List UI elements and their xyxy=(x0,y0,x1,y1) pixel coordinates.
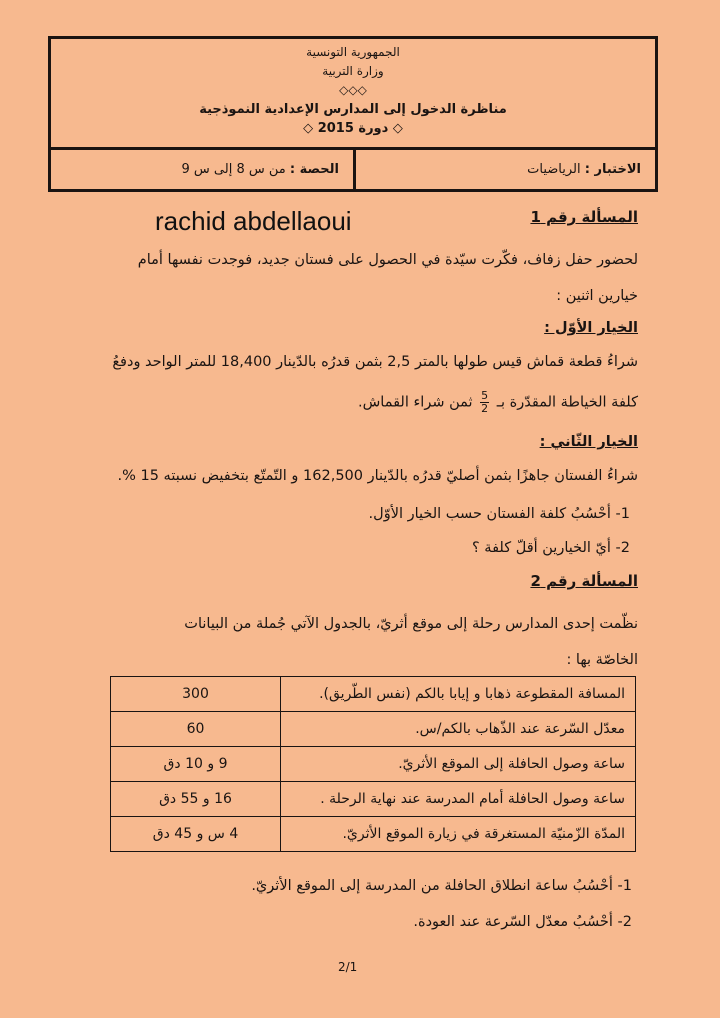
header-info-row xyxy=(51,150,655,189)
table-row xyxy=(111,712,636,747)
republic-label: الجمهورية التونسية xyxy=(306,45,400,59)
exam-title: مناظرة الدخول إلى المدارس الإعدادية النموذجية xyxy=(199,102,507,117)
option1-line2b: ثمن شراء القماش. xyxy=(357,394,473,411)
fraction-denominator: 2 xyxy=(481,402,489,415)
row-label: ساعة وصول الحافلة أمام المدرسة عند نهاية الرحلة . xyxy=(281,782,636,817)
fraction-numerator: 5 xyxy=(481,389,489,402)
problem2-intro-line1: نظّمت إحدى المدارس رحلة إلى موقع أثريّ، بالجدول الآتي جُملة من البيانات xyxy=(184,616,638,632)
row-value: 16 و 55 دق xyxy=(111,782,281,817)
row-label: المدّة الزّمنيّة المستغرقة في زيارة الموقع الأثريّ. xyxy=(281,817,636,852)
row-value: 300 xyxy=(111,677,281,712)
option1-line2a: كلفة الخياطة المقدّرة بـ xyxy=(496,394,638,411)
header-box xyxy=(48,36,658,192)
row-label: معدّل السّرعة عند الذّهاب بالكم/س. xyxy=(281,712,636,747)
problem1-question1: 1- أحْسُبُ كلفة الفستان حسب الخيار الأوّل. xyxy=(368,506,630,522)
exam-label: الاختبار : xyxy=(584,162,641,177)
row-label: ساعة وصول الحافلة إلى الموقع الأثريّ. xyxy=(281,747,636,782)
option1-line2 xyxy=(358,390,638,415)
problem2-question2: 2- أحْسُبُ معدّل السّرعة عند العودة. xyxy=(413,914,632,930)
problem1-title: المسألة رقم 1 xyxy=(530,208,638,226)
table-row xyxy=(111,817,636,852)
problem1-intro-line2: خيارين اثنين : xyxy=(556,288,638,304)
session-label: الحصة : xyxy=(289,162,339,177)
trip-data-table xyxy=(110,676,636,852)
exam-subject-cell xyxy=(353,150,655,189)
session-value: من س 8 إلى س 9 xyxy=(181,162,286,177)
row-value: 60 xyxy=(111,712,281,747)
problem2-title: المسألة رقم 2 xyxy=(530,572,638,590)
table-row xyxy=(111,782,636,817)
session-year: ◇ دورة 2015 ◇ xyxy=(303,121,403,136)
row-value: 9 و 10 دق xyxy=(111,747,281,782)
option1-line1: شراءُ قطعة قماش قيس طولها بالمتر 2,5 بثمن قدرُه بالدّينار 18,400 للمتر الواحد ودفعُ xyxy=(112,354,638,370)
page-number: 2/1 xyxy=(338,960,358,974)
exam-value: الرياضيات xyxy=(527,162,581,177)
problem2-intro-line2: الخاصّة بها : xyxy=(566,652,638,668)
session-cell xyxy=(51,150,353,189)
header-title-block xyxy=(51,39,655,150)
author-watermark: rachid abdellaoui xyxy=(155,206,352,236)
option1-title: الخيار الأوّل : xyxy=(544,320,638,336)
option2-title: الخيار الثّاني : xyxy=(539,434,638,450)
problem1-question2: 2- أيّ الخيارين أقلّ كلفة ؟ xyxy=(471,540,630,556)
ornament: ◇◇◇ xyxy=(339,83,367,97)
row-label: المسافة المقطوعة ذهابا و إيابا بالكم (نفس الطّريق). xyxy=(281,677,636,712)
row-value: 4 س و 45 دق xyxy=(111,817,281,852)
problem2-question1: 1- أحْسُبُ ساعة انطلاق الحافلة من المدرسة إلى الموقع الأثريّ. xyxy=(251,878,632,894)
table-row xyxy=(111,677,636,712)
problem1-intro-line1: لحضور حفل زفاف، فكّرت سيّدة في الحصول على فستان جديد، فوجدت نفسها أمام xyxy=(137,252,638,268)
ministry-label: وزارة التربية xyxy=(322,64,384,78)
option2-line: شراءُ الفستان جاهزًا بثمن أصليّ قدرُه بالدّينار 162,500 و التّمتّع بتخفيض نسبته 15 %. xyxy=(117,468,638,484)
table-row xyxy=(111,747,636,782)
fraction xyxy=(480,390,489,415)
